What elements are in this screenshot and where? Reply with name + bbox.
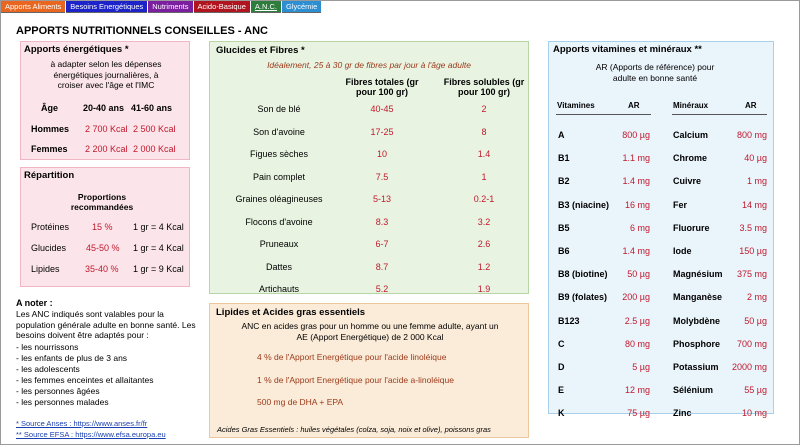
vitamin-name: B1 [558,153,570,164]
repartition-row-pct: 15 % [92,222,113,232]
notes-item: - les personnes malades [16,397,109,407]
vitamin-ar: 12 mg [624,385,650,396]
mineral-ar: 375 mg [736,269,767,280]
mineral-ar: 800 mg [736,130,767,140]
repartition-row-label: Protéines [31,222,70,232]
mineral-ar: 3.5 mg [739,222,767,233]
mineral-ar: 2 mg [746,292,767,303]
vitamin-ar: 75 µg [627,408,650,419]
notes-item: - les enfants de plus de 3 ans [16,353,128,363]
vitamin-name: B123 [558,315,580,326]
vitamins-col-ar: AR [628,101,640,110]
fibre-soluble-value: 1.9 [477,284,491,294]
fibre-total-value: 6-7 [375,239,389,249]
vitamin-ar: 1.4 mg [622,246,650,256]
vitamin-ar: 6 mg [629,222,650,233]
vitamin-name: E [558,385,565,396]
fibre-total-value: 40-45 [370,104,394,114]
notes-item: - les femmes enceintes et allaitantes [16,375,154,385]
lipides-title: Lipides et Acides gras essentiels [216,307,366,318]
fibre-soluble-value: 2.6 [477,239,491,249]
energy-row-value: 2 700 Kcal [85,124,128,134]
vitamins-title: Apports vitamines et minéraux ** [553,44,702,55]
repartition-header: Proportions recommandées [70,192,134,212]
energy-row-value: 2 000 Kcal [133,144,176,154]
mineral-ar: 40 µg [744,153,767,164]
vitamins-header-rule [556,114,651,115]
mineral-ar: 2000 mg [731,362,767,372]
vitamins-col-vit: Vitamines [557,101,595,110]
vitamin-name: B6 [558,246,570,256]
notes-item: - les nourrissons [16,342,79,352]
energy-col-age: Âge [41,103,59,113]
fibre-soluble-value: 8 [481,126,487,137]
energy-row-label: Hommes [31,124,70,134]
energy-col-b: 41-60 ans [131,103,173,113]
mineral-name: Zinc [673,408,692,419]
tab-glycemie[interactable]: Glycémie [282,1,321,13]
lipides-line: 500 mg de DHA + EPA [257,397,344,407]
fibre-food-name: Pruneaux [259,239,299,249]
fibre-food-name: Dattes [265,261,292,272]
source-anses-link[interactable]: * Source Anses : https://www.anses.fr/fr [16,419,148,428]
mineral-name: Sélénium [673,385,714,396]
repartition-title: Répartition [24,170,75,181]
vitamin-ar: 1.1 mg [622,153,650,164]
mineral-name: Iode [673,246,692,256]
vitamin-name: C [558,338,565,349]
fibre-total-value: 17-25 [370,126,394,137]
source-efsa-link[interactable]: ** Source EFSA : https://www.efsa.europa.eu [16,430,166,439]
vitamin-ar: 1.4 mg [622,176,650,187]
repartition-row-kcal: 1 gr = 4 Kcal [133,243,184,253]
vitamin-name: B2 [558,176,570,187]
fibre-soluble-value: 2 [481,104,487,114]
tab-acido-basique[interactable]: Acido-Basique [194,1,250,13]
vitamin-name: B3 (niacine) [558,199,610,210]
repartition-row-kcal: 1 gr = 4 Kcal [133,222,184,232]
mineral-name: Fluorure [673,222,710,233]
fibre-soluble-value: 1 [481,171,487,182]
mineral-ar: 700 mg [736,338,767,349]
vitamins-col-min: Minéraux [673,101,709,110]
fibre-soluble-value: 0.2-1 [473,194,495,204]
vitamins-col-ar2: AR [745,101,757,110]
fibre-soluble-value: 1.4 [477,149,491,159]
fibres-col-total: Fibres totales (gr pour 100 gr) [345,77,419,97]
energy-col-a: 20-40 ans [83,103,125,113]
fibre-total-value: 8.7 [375,261,389,272]
lipides-line: 4 % de l'Apport Energétique pour l'acide linoléique [257,352,447,362]
mineral-name: Magnésium [673,269,723,280]
fibre-total-value: 5.2 [375,284,389,294]
fibre-total-value: 7.5 [375,171,389,182]
fibre-food-name: Pain complet [252,171,306,182]
fibre-food-name: Flocons d'avoine [245,216,313,227]
fibre-total-value: 5-13 [372,194,391,204]
repartition-row-kcal: 1 gr = 9 Kcal [133,264,184,274]
vitamins-subtitle: AR (Apports de référence) pour adulte en bonne santé [595,62,715,83]
fibres-title: Glucides et Fibres * [216,45,305,56]
vitamin-name: B8 (biotine) [558,269,608,280]
fibre-soluble-value: 1.2 [477,261,491,272]
mineral-name: Manganèse [673,292,723,303]
mineral-name: Chrome [673,153,708,164]
vitamin-ar: 50 µg [627,269,650,280]
fibre-food-name: Artichauts [258,284,300,294]
repartition-row-pct: 45-50 % [86,243,120,253]
mineral-name: Potassium [673,362,719,372]
mineral-name: Phosphore [673,338,721,349]
vitamin-name: B5 [558,222,570,233]
energy-row-value: 2 200 Kcal [85,144,128,154]
vitamin-ar: 800 µg [622,130,650,140]
lipides-footer: Acides Gras Essentiels : huiles végétales (colza, soja, noix et olive), poissons gras [217,425,491,434]
vitamin-name: D [558,362,565,372]
sheet-tabs [1,1,321,13]
mineral-ar: 14 mg [741,199,767,210]
fibre-total-value: 8.3 [375,216,389,227]
notes-text: Les ANC indiqués sont valables pour la population générale adulte en bonne santé. Les besoins doivent être adaptés pour : [16,309,196,340]
minerals-header-rule [672,114,767,115]
vitamin-ar: 200 µg [622,292,650,303]
repartition-row-label: Lipides [31,264,60,274]
tab-apports-aliments[interactable]: Apports Aliments [1,1,65,13]
fibres-subtitle: Idéalement, 25 à 30 gr de fibres par jour à l'âge adulte [267,60,471,70]
mineral-name: Cuivre [673,176,702,187]
mineral-ar: 10 mg [741,408,767,419]
lipides-line: 1 % de l'Apport Energétique pour l'acide a-linoléique [257,375,454,385]
vitamin-ar: 5 µg [632,362,650,372]
tab-nutriments[interactable]: Nutriments [148,1,192,13]
energy-note: à adapter selon les dépenses énergétiques journalières, à croiser avec l'âge et l'IMC [50,59,162,90]
vitamin-ar: 2.5 µg [624,315,650,326]
energy-title: Apports énergétiques * [24,44,129,55]
vitamin-name: A [558,130,565,140]
fibres-col-soluble: Fibres solubles (gr pour 100 gr) [443,77,525,97]
fibre-food-name: Figues sèches [249,149,309,159]
tab-besoins-energetiques[interactable]: Besoins Energétiques [66,1,147,13]
page-title: APPORTS NUTRITIONNELS CONSEILLES - ANC [16,25,268,37]
fibre-food-name: Son de blé [257,104,301,114]
fibre-total-value: 10 [376,149,387,159]
repartition-row-label: Glucides [31,243,67,253]
notes-item: - les adolescents [16,364,80,374]
vitamin-name: B9 (folates) [558,292,608,303]
vitamin-ar: 16 mg [624,199,650,210]
lipides-intro: ANC en acides gras pour un homme ou une femme adulte, ayant un AE (Apport Energétique) de 2 000 Kcal [241,321,499,342]
mineral-name: Calcium [673,130,709,140]
vitamin-ar: 80 mg [624,338,650,349]
mineral-name: Fer [673,199,688,210]
mineral-name: Molybdène [673,315,721,326]
fibre-food-name: Son d'avoine [253,126,305,137]
mineral-ar: 55 µg [744,385,767,396]
repartition-row-pct: 35-40 % [85,264,119,274]
fibre-soluble-value: 3.2 [477,216,491,227]
mineral-ar: 1 mg [746,176,767,187]
energy-row-value: 2 500 Kcal [133,124,176,134]
mineral-ar: 50 µg [744,315,767,326]
vitamin-name: K [558,408,565,419]
notes-item: - les personnes âgées [16,386,100,396]
fibre-food-name: Graines oléagineuses [235,194,323,204]
notes-title: A noter : [16,298,53,308]
tab-anc[interactable]: A.N.C. [251,1,281,13]
mineral-ar: 150 µg [739,246,767,256]
energy-row-label: Femmes [31,144,68,154]
